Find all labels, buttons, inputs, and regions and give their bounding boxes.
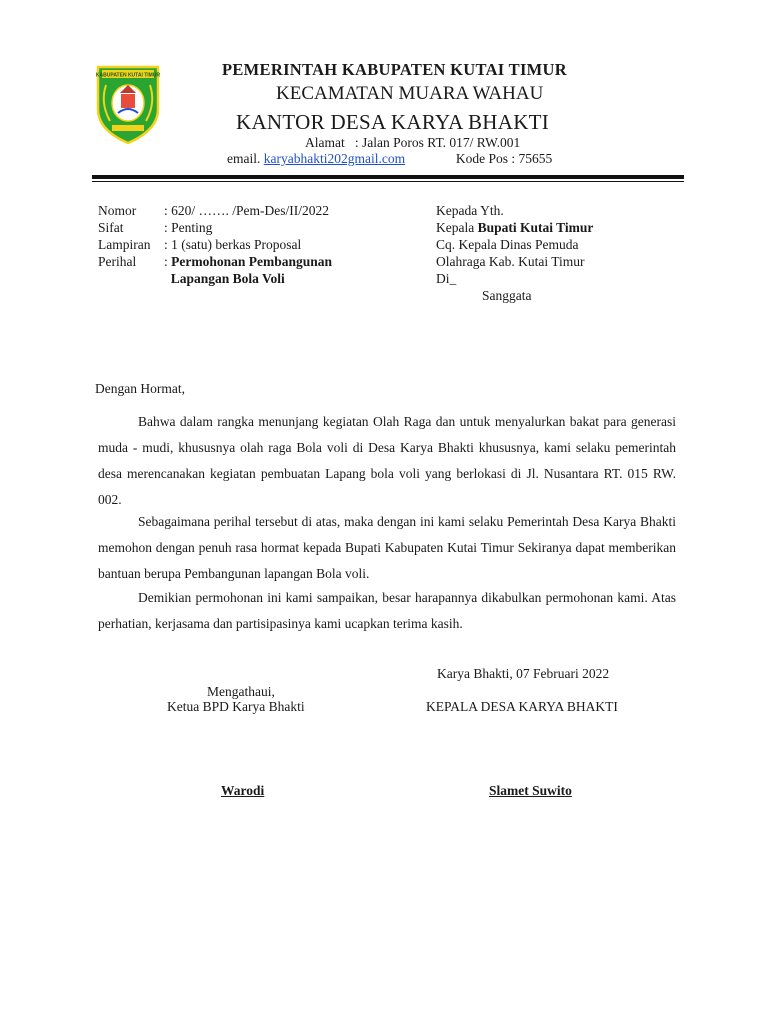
header-contact xyxy=(227,151,552,167)
bpd-chair-title: Ketua BPD Karya Bhakti xyxy=(167,699,305,714)
acknowledged-label: Mengathaui, xyxy=(207,684,275,699)
kutai-timur-emblem xyxy=(92,63,164,145)
recipient-line5: Di_ xyxy=(436,271,457,286)
village-head-name: Slamet Suwito xyxy=(489,783,572,798)
recipient-line4: Olahraga Kab. Kutai Timur xyxy=(436,254,585,269)
header-divider-thick xyxy=(92,175,684,179)
meta-lampiran: Lampiran : 1 (satu) berkas Proposal xyxy=(98,237,302,252)
place-date: Karya Bhakti, 07 Februari 2022 xyxy=(437,666,610,681)
header-district: KECAMATAN MUARA WAHAU xyxy=(276,83,544,104)
meta-perihal-cont: Lapangan Bola Voli xyxy=(170,271,285,286)
paragraph-2: Sebagaimana perihal tersebut di atas, maka dengan ini kami selaku Pemerintah Desa Karya Bhakti memohon dengan penuh rasa hormat kepada Bupati Kabupaten Kutai Timur Sekiranya dapat memberikan bantuan berupa Pembangunan lapangan Bola voli. xyxy=(98,514,676,581)
meta-sifat: Sifat : Penting xyxy=(98,220,213,235)
postcode: Kode Pos : 75655 xyxy=(455,151,553,166)
letter-meta xyxy=(98,202,332,287)
header-office: KANTOR DESA KARYA BHAKTI xyxy=(236,110,550,134)
address-value: : Jalan Poros RT. 017/ RW.001 xyxy=(354,135,521,150)
meta-perihal: Perihal : Permohonan Pembangunan xyxy=(98,254,333,269)
bpd-chair-name: Warodi xyxy=(221,783,265,798)
village-head-title: KEPALA DESA KARYA BHAKTI xyxy=(426,699,618,714)
paragraph-1: Bahwa dalam rangka menunjang kegiatan Olah Raga dan untuk menyalurkan bakat para generasi muda - mudi, khususnya olah raga Bola voli di Desa Karya Bhakti khususnya, kami selaku pemerintah desa merencanakan kegiatan pembuatan Lapang bola voli yang berlokasi di Jl. Nusantara RT. 015 RW. 002. xyxy=(98,414,676,507)
greeting: Dengan Hormat, xyxy=(95,381,185,396)
recipient-block xyxy=(436,202,593,304)
emblem-label: KABUPATEN KUTAI TIMUR xyxy=(95,72,161,79)
recipient-line2: Kepala Bupati Kutai Timur xyxy=(436,220,594,235)
email-label: email. xyxy=(227,151,261,166)
header-address xyxy=(305,135,520,151)
email-link[interactable]: karyabhakti202gmail.com xyxy=(263,151,406,166)
header-divider-thin xyxy=(92,181,684,182)
header-government: PEMERINTAH KABUPATEN KUTAI TIMUR xyxy=(222,60,567,79)
meta-nomor: Nomor : 620/ ……. /Pem-Des/II/2022 xyxy=(98,203,329,218)
paragraph-3: Demikian permohonan ini kami sampaikan, besar harapannya dikabulkan permohonan kami. Atas perhatian, kerjasama dan partisipasinya kami ucapkan terima kasih. xyxy=(98,590,676,631)
recipient-line6: Sanggata xyxy=(482,288,532,303)
recipient-line3: Cq. Kepala Dinas Pemuda xyxy=(436,237,579,252)
address-label: Alamat xyxy=(305,135,345,150)
recipient-line1: Kepada Yth. xyxy=(436,203,504,218)
